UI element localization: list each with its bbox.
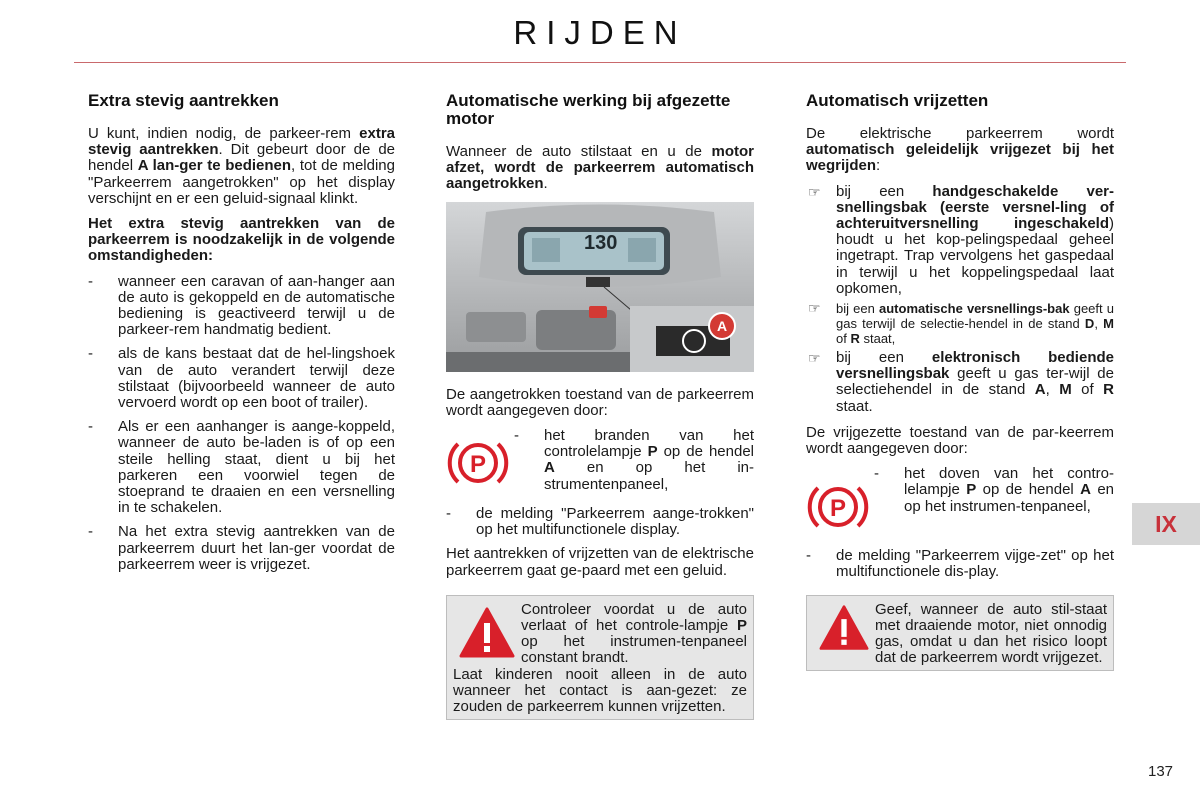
list-item: - de melding "Parkeerrem aange-trokken" op het multifunctionele display.	[446, 506, 754, 538]
svg-text:P: P	[469, 451, 487, 479]
pointing-hand-icon: ☞	[808, 350, 821, 367]
column-automatisch-vrijzetten	[806, 92, 1114, 671]
page-title: RIJDEN	[513, 14, 687, 51]
parking-brake-icon	[446, 436, 510, 490]
warning-box	[806, 595, 1114, 672]
pointing-hand-icon: ☞	[808, 183, 821, 200]
pointing-hand-icon: ☞	[808, 300, 821, 317]
parking-brake-icon	[806, 480, 870, 534]
paragraph: Wanneer de auto stilstaat en u de motor afzet, wordt de parkeerrem automatisch aangetrokken.	[446, 143, 754, 193]
paragraph: U kunt, indien nodig, de parkeer-rem extra stevig aantrekken. Dit gebeurt door de de hendel A lan-ger te bedienen, tot de melding "Parkeerrem aangetrokken" op het display verschijnt en er een geluid-signaal klinkt.	[88, 125, 395, 207]
chapter-tab: IX	[1132, 503, 1200, 545]
speed-readout: 130	[584, 231, 618, 254]
page-number: 137	[1148, 763, 1174, 780]
list-item: - Als er een aanhanger is aange-koppeld, wanneer de auto be-laden is of op een steile helling staat, dient u bij het parkeren een voorwiel tegen de stoeprand te draaien en een versnelling in te schakelen.	[88, 419, 395, 516]
list-item: ☞ bij een automatische versnellings-bak geeft u gas terwijl de selectie-hendel in de stand D, M of R staat,	[808, 300, 1115, 347]
paragraph: De aangetrokken toestand van de parkeerrem wordt aangegeven door:	[446, 385, 754, 419]
indicator-item	[806, 466, 1114, 542]
warning-text: Controleer voordat u de auto verlaat of het controle-lampje P op het instrumen-tenpaneel constant brandt.	[521, 600, 747, 667]
section-heading-extra-stevig: Extra stevig aantrekken	[88, 91, 279, 110]
list-item: - wanneer een caravan of aan-hanger aan de auto is gekoppeld en de automatische bediening is geactiveerd terwijl u de parkeer-rem handmatig bedient.	[88, 274, 395, 339]
paragraph: De vrijgezette toestand van de par-keerrem wordt aangegeven door:	[806, 423, 1114, 458]
paragraph: Het aantrekken of vrijzetten van de elektrische parkeerrem gaat ge-paard met een geluid.	[446, 545, 754, 579]
section-heading-automatisch-vrijzetten: Automatisch vrijzetten	[806, 91, 989, 110]
indicator-item	[446, 428, 754, 500]
list-item: ☞ bij een elektronisch bediende versnellingsbak geeft u gas ter-wijl de selectiehendel in de stand A, M of R staat.	[808, 349, 1114, 415]
paragraph-bold: Het extra stevig aantrekken van de parkeerrem is noodzakelijk in de volgende omstandigheden:	[88, 215, 395, 265]
list-item: - het branden van het controlelampje P op de hendel A en op het in-strumentenpaneel,	[514, 428, 754, 493]
paragraph: De elektrische parkeerrem wordt automatisch geleidelijk vrijgezet bij het wegrijden:	[806, 125, 1114, 175]
section-heading-automatische-werking: Automatische werking bij afgezette motor	[446, 91, 731, 128]
list-item: - het doven van het contro-lelampje P op de hendel A en op het instrumen-tenpaneel,	[874, 466, 1114, 515]
warning-triangle-icon	[819, 604, 869, 652]
callout-label-a: A	[708, 312, 736, 340]
dashboard-illustration	[446, 202, 754, 372]
list-item: - Na het extra stevig aantrekken van de parkeerrem duurt het lan-ger voordat de parkeerrem weer is vrijgezet.	[88, 524, 395, 573]
svg-text:P: P	[829, 495, 847, 523]
warning-box	[446, 595, 754, 720]
warning-text: Geef, wanneer de auto stil-staat met draaiende motor, niet onnodig gas, omdat u dan het risico loopt dat de parkeerrem wordt vrijgezet.	[875, 600, 1107, 667]
list-item: - de melding "Parkeerrem vijge-zet" op het multifunctionele dis-play.	[806, 548, 1114, 580]
warning-text: Laat kinderen nooit alleen in de auto wanneer het contact is aan-gezet: ze zouden de parkeerrem kunnen vrijzetten.	[453, 665, 747, 716]
list-item: - als de kans bestaat dat de hel-lingshoek van de auto verandert terwijl deze stilstaat (bijvoorbeeld wanneer de auto vervoerd wordt op een boot of trailer).	[88, 346, 395, 411]
dashboard-photo	[446, 202, 754, 372]
column-extra-stevig	[88, 92, 395, 581]
column-automatische-werking	[446, 92, 754, 720]
list-item: ☞ bij een handgeschakelde ver-snellingsbak (eerste versnel-ling of achteruitversnelling ingeschakeld) houdt u het kop-pelingspedaal geheel ingetrapt. Trap vervolgens het gaspedaal in terwijl u het koppelingspedaal laat opkomen,	[808, 182, 1114, 297]
header-divider	[74, 62, 1126, 63]
warning-triangle-icon	[459, 606, 515, 660]
